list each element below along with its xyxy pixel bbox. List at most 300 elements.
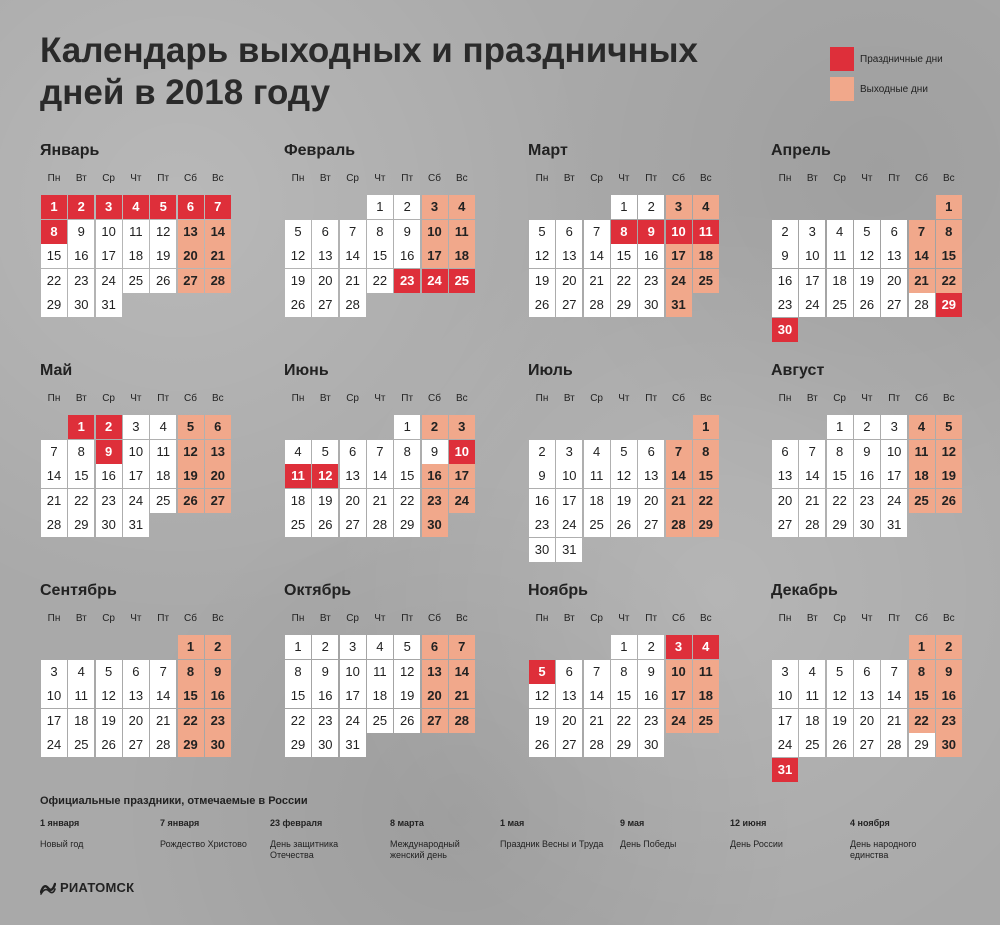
- day-cell: 31: [881, 513, 907, 537]
- holiday-date: 23 февраля: [270, 818, 323, 828]
- legend-item-weekend: [830, 77, 943, 101]
- day-cell: 19: [529, 709, 555, 733]
- weekday-label: Пт: [157, 173, 170, 184]
- day-cell-holiday: 1: [41, 195, 67, 219]
- day-cell-holiday: 9: [96, 440, 122, 464]
- day-cell: 26: [529, 733, 555, 757]
- weekday-label: Пн: [47, 173, 61, 184]
- day-cell-weekend: 29: [178, 733, 204, 757]
- day-cell-weekend: 6: [205, 415, 231, 439]
- day-cell: 21: [150, 709, 176, 733]
- day-cell-weekend: 25: [693, 709, 719, 733]
- day-cell: 5: [854, 220, 880, 244]
- day-cell: 25: [367, 709, 393, 733]
- day-cell: 12: [529, 684, 555, 708]
- day-cell: 31: [556, 538, 582, 562]
- month-name: Апрель: [771, 142, 831, 159]
- day-cell: 29: [611, 293, 637, 317]
- day-cell: 22: [41, 269, 67, 293]
- day-cell: 14: [881, 684, 907, 708]
- day-cell: 25: [827, 293, 853, 317]
- day-cell-weekend: 4: [693, 195, 719, 219]
- day-cell-weekend: 7: [909, 220, 935, 244]
- day-cell: 16: [68, 244, 94, 268]
- day-cell: 1: [367, 195, 393, 219]
- day-cell: 20: [340, 489, 366, 513]
- day-cell-weekend: 20: [205, 464, 231, 488]
- weekday-label: Ср: [833, 393, 846, 404]
- month-name: Май: [40, 362, 73, 379]
- day-cell: 22: [394, 489, 420, 513]
- weekday-label: Вт: [75, 613, 87, 624]
- day-cell: 10: [123, 440, 149, 464]
- day-cell: 22: [68, 489, 94, 513]
- weekday-label: Вс: [699, 173, 712, 184]
- weekday-label: Сб: [672, 173, 685, 184]
- day-cell-weekend: 6: [422, 635, 448, 659]
- weekday-label: Пн: [47, 393, 61, 404]
- day-cell: 1: [394, 415, 420, 439]
- weekday-label: Чт: [618, 613, 630, 624]
- weekday-label: Пн: [291, 613, 305, 624]
- day-cell: 28: [881, 733, 907, 757]
- official-holidays-title: Официальные праздники, отмечаемые в России: [40, 795, 308, 807]
- day-cell-weekend: 24: [666, 269, 692, 293]
- official-holiday: [160, 818, 265, 850]
- day-cell: 14: [150, 684, 176, 708]
- weekday-label: Пт: [645, 613, 658, 624]
- day-cell: 3: [556, 440, 582, 464]
- day-cell: 22: [611, 269, 637, 293]
- day-cell-weekend: 17: [449, 464, 475, 488]
- weekday-label: Пт: [401, 613, 414, 624]
- weekday-label: Ср: [590, 173, 603, 184]
- weekday-header: [40, 393, 240, 407]
- day-cell-weekend: 12: [936, 440, 962, 464]
- holiday-date: 12 июня: [730, 818, 767, 828]
- day-cell: 15: [827, 464, 853, 488]
- day-cell: 8: [367, 220, 393, 244]
- day-cell: 19: [312, 489, 338, 513]
- holiday-name: День народного единства: [850, 839, 917, 860]
- weekday-label: Вт: [75, 173, 87, 184]
- day-cell-weekend: 15: [936, 244, 962, 268]
- day-cell: 23: [854, 489, 880, 513]
- weekday-label: Вс: [455, 173, 468, 184]
- weekday-label: Пн: [778, 613, 792, 624]
- day-cell: 5: [312, 440, 338, 464]
- day-cell: 3: [881, 415, 907, 439]
- day-cell-weekend: 10: [422, 220, 448, 244]
- holiday-date: 8 марта: [390, 818, 424, 828]
- days-grid: [40, 635, 240, 795]
- day-cell-holiday: 10: [449, 440, 475, 464]
- day-cell-holiday: 8: [41, 220, 67, 244]
- day-cell: 27: [556, 293, 582, 317]
- day-cell: 12: [611, 464, 637, 488]
- days-grid: [284, 415, 484, 575]
- weekday-label: Ср: [102, 393, 115, 404]
- day-cell: 30: [854, 513, 880, 537]
- weekday-label: Сб: [428, 613, 441, 624]
- day-cell: 22: [611, 709, 637, 733]
- day-cell: 12: [96, 684, 122, 708]
- holiday-date: 7 января: [160, 818, 200, 828]
- weekday-label: Сб: [428, 393, 441, 404]
- day-cell-weekend: 1: [178, 635, 204, 659]
- day-cell-weekend: 26: [936, 489, 962, 513]
- day-cell: 6: [772, 440, 798, 464]
- weekday-label: Чт: [374, 613, 386, 624]
- day-cell-holiday: 4: [123, 195, 149, 219]
- weekday-label: Чт: [130, 173, 142, 184]
- day-cell: 27: [772, 513, 798, 537]
- day-cell: 28: [41, 513, 67, 537]
- day-cell: 11: [68, 684, 94, 708]
- day-cell-weekend: 22: [178, 709, 204, 733]
- day-cell: 1: [611, 195, 637, 219]
- days-grid: [284, 195, 484, 355]
- day-cell: 22: [367, 269, 393, 293]
- holiday-name: День России: [730, 839, 783, 849]
- day-cell: 9: [638, 660, 664, 684]
- day-cell-weekend: 7: [449, 635, 475, 659]
- weekday-label: Чт: [130, 613, 142, 624]
- day-cell-holiday: 12: [312, 464, 338, 488]
- day-cell-weekend: 13: [205, 440, 231, 464]
- day-cell: 12: [394, 660, 420, 684]
- weekday-label: Пн: [535, 613, 549, 624]
- day-cell-weekend: 4: [449, 195, 475, 219]
- weekday-label: Пт: [401, 393, 414, 404]
- weekday-label: Чт: [130, 393, 142, 404]
- days-grid: [771, 415, 971, 575]
- weekday-label: Чт: [861, 613, 873, 624]
- holiday-date: 1 мая: [500, 818, 525, 828]
- holiday-name: Новый год: [40, 839, 84, 849]
- day-cell: 2: [638, 635, 664, 659]
- day-cell: 10: [799, 244, 825, 268]
- weekday-label: Ср: [833, 613, 846, 624]
- official-holiday: [390, 818, 495, 861]
- official-holiday: [270, 818, 375, 861]
- day-cell-weekend: 11: [449, 220, 475, 244]
- day-cell: 21: [367, 489, 393, 513]
- day-cell: 14: [367, 464, 393, 488]
- weekday-label: Пт: [157, 613, 170, 624]
- day-cell: 1: [611, 635, 637, 659]
- legend-holiday-label: Праздничные дни: [860, 53, 943, 65]
- day-cell: 19: [96, 709, 122, 733]
- month-name: Март: [528, 142, 568, 159]
- day-cell-weekend: 28: [449, 709, 475, 733]
- day-cell: 19: [827, 709, 853, 733]
- day-cell: 29: [394, 513, 420, 537]
- month-name: Октябрь: [284, 582, 352, 599]
- official-holiday: [620, 818, 725, 850]
- day-cell-weekend: 23: [936, 709, 962, 733]
- day-cell: 13: [340, 464, 366, 488]
- day-cell: 15: [611, 244, 637, 268]
- weekend-swatch: [830, 77, 854, 101]
- day-cell: 29: [68, 513, 94, 537]
- day-cell: 2: [638, 195, 664, 219]
- day-cell: 28: [150, 733, 176, 757]
- days-grid: [528, 635, 728, 795]
- weekday-header: [40, 613, 240, 627]
- day-cell: 24: [123, 489, 149, 513]
- day-cell: 29: [41, 293, 67, 317]
- day-cell-weekend: 29: [693, 513, 719, 537]
- weekday-label: Ср: [590, 393, 603, 404]
- day-cell: 13: [881, 244, 907, 268]
- day-cell: 17: [96, 244, 122, 268]
- day-cell-weekend: 22: [936, 269, 962, 293]
- day-cell-weekend: 20: [178, 244, 204, 268]
- day-cell: 17: [772, 709, 798, 733]
- day-cell: 15: [367, 244, 393, 268]
- day-cell: 23: [772, 293, 798, 317]
- day-cell-holiday: 6: [178, 195, 204, 219]
- day-cell-weekend: 3: [666, 195, 692, 219]
- day-cell-weekend: 8: [693, 440, 719, 464]
- day-cell-weekend: 15: [693, 464, 719, 488]
- day-cell: 23: [638, 709, 664, 733]
- day-cell: 17: [799, 269, 825, 293]
- day-cell: 28: [909, 293, 935, 317]
- day-cell: 11: [584, 464, 610, 488]
- month-name: Июль: [528, 362, 573, 379]
- weekday-label: Вт: [319, 613, 331, 624]
- day-cell-holiday: 2: [96, 415, 122, 439]
- weekday-label: Сб: [184, 173, 197, 184]
- holiday-name: Праздник Весны и Труда: [500, 839, 604, 849]
- day-cell-weekend: 28: [666, 513, 692, 537]
- weekday-label: Сб: [428, 173, 441, 184]
- weekday-label: Пт: [157, 393, 170, 404]
- weekday-label: Ср: [590, 613, 603, 624]
- day-cell: 9: [394, 220, 420, 244]
- day-cell: 8: [285, 660, 311, 684]
- day-cell-weekend: 14: [909, 244, 935, 268]
- day-cell: 9: [772, 244, 798, 268]
- weekday-label: Сб: [184, 393, 197, 404]
- day-cell: 3: [340, 635, 366, 659]
- day-cell-weekend: 18: [449, 244, 475, 268]
- weekday-label: Ср: [346, 393, 359, 404]
- weekday-label: Пт: [645, 393, 658, 404]
- day-cell: 9: [68, 220, 94, 244]
- day-cell-weekend: 17: [666, 244, 692, 268]
- day-cell: 9: [312, 660, 338, 684]
- day-cell: 11: [367, 660, 393, 684]
- official-holiday: [850, 818, 955, 861]
- day-cell-weekend: 23: [422, 489, 448, 513]
- day-cell: 6: [556, 660, 582, 684]
- day-cell-weekend: 2: [936, 635, 962, 659]
- day-cell: 26: [827, 733, 853, 757]
- day-cell: 23: [96, 489, 122, 513]
- day-cell: 28: [799, 513, 825, 537]
- day-cell: 7: [584, 660, 610, 684]
- day-cell: 13: [556, 244, 582, 268]
- day-cell: 2: [772, 220, 798, 244]
- day-cell: 24: [556, 513, 582, 537]
- day-cell: 20: [881, 269, 907, 293]
- day-cell: 19: [529, 269, 555, 293]
- day-cell-weekend: 14: [449, 660, 475, 684]
- day-cell: 2: [854, 415, 880, 439]
- day-cell-weekend: 9: [205, 660, 231, 684]
- day-cell: 12: [854, 244, 880, 268]
- day-cell-holiday: 9: [638, 220, 664, 244]
- day-cell-holiday: 11: [285, 464, 311, 488]
- day-cell: 29: [909, 733, 935, 757]
- day-cell: 15: [41, 244, 67, 268]
- day-cell: 21: [584, 709, 610, 733]
- day-cell-weekend: 24: [449, 489, 475, 513]
- official-holiday: [500, 818, 605, 850]
- day-cell: 13: [638, 464, 664, 488]
- weekday-label: Пн: [778, 393, 792, 404]
- brand: [40, 880, 134, 895]
- day-cell: 23: [529, 513, 555, 537]
- day-cell: 13: [854, 684, 880, 708]
- day-cell-weekend: 27: [178, 269, 204, 293]
- day-cell: 26: [394, 709, 420, 733]
- weekday-label: Пн: [535, 393, 549, 404]
- weekday-header: [40, 173, 240, 187]
- weekday-label: Сб: [672, 613, 685, 624]
- day-cell: 21: [881, 709, 907, 733]
- weekday-label: Сб: [184, 613, 197, 624]
- days-grid: [771, 195, 971, 355]
- day-cell: 5: [285, 220, 311, 244]
- day-cell: 29: [611, 733, 637, 757]
- day-cell: 12: [150, 220, 176, 244]
- day-cell-weekend: 16: [422, 464, 448, 488]
- day-cell-weekend: 11: [909, 440, 935, 464]
- day-cell-holiday: 4: [693, 635, 719, 659]
- weekday-header: [528, 393, 728, 407]
- holiday-name: Международный женский день: [390, 839, 460, 860]
- day-cell: 3: [799, 220, 825, 244]
- day-cell: 27: [556, 733, 582, 757]
- day-cell-holiday: 11: [693, 220, 719, 244]
- day-cell: 11: [827, 244, 853, 268]
- month-name: Январь: [40, 142, 100, 159]
- day-cell: 20: [556, 709, 582, 733]
- weekday-label: Пн: [535, 173, 549, 184]
- day-cell: 23: [68, 269, 94, 293]
- official-holiday: [730, 818, 835, 850]
- day-cell: 27: [123, 733, 149, 757]
- official-holiday: [40, 818, 145, 850]
- weekday-header: [528, 613, 728, 627]
- day-cell-weekend: 10: [666, 660, 692, 684]
- day-cell-weekend: 27: [205, 489, 231, 513]
- month-name: Июнь: [284, 362, 329, 379]
- day-cell: 16: [96, 464, 122, 488]
- day-cell: 24: [881, 489, 907, 513]
- day-cell-holiday: 29: [936, 293, 962, 317]
- day-cell: 27: [854, 733, 880, 757]
- day-cell: 15: [68, 464, 94, 488]
- weekday-label: Сб: [915, 173, 928, 184]
- month-name: Ноябрь: [528, 582, 588, 599]
- day-cell-weekend: 12: [178, 440, 204, 464]
- day-cell-weekend: 15: [178, 684, 204, 708]
- day-cell: 25: [285, 513, 311, 537]
- holiday-date: 4 ноября: [850, 818, 890, 828]
- brand-name: РИАТОМСК: [60, 880, 135, 895]
- day-cell-weekend: 2: [422, 415, 448, 439]
- month-name: Декабрь: [771, 582, 838, 599]
- weekday-label: Вт: [75, 393, 87, 404]
- page-title: Календарь выходных и праздничных дней в 2018 году: [40, 31, 699, 112]
- day-cell-weekend: 2: [205, 635, 231, 659]
- weekday-label: Вт: [806, 173, 818, 184]
- day-cell: 4: [285, 440, 311, 464]
- day-cell-weekend: 19: [178, 464, 204, 488]
- weekday-label: Вс: [211, 393, 224, 404]
- day-cell: 22: [827, 489, 853, 513]
- day-cell: 26: [611, 513, 637, 537]
- day-cell: 5: [96, 660, 122, 684]
- days-grid: [528, 415, 728, 575]
- day-cell: 26: [529, 293, 555, 317]
- day-cell-weekend: 18: [909, 464, 935, 488]
- weekday-label: Ср: [346, 613, 359, 624]
- weekday-label: Сб: [915, 393, 928, 404]
- day-cell: 4: [584, 440, 610, 464]
- day-cell: 26: [312, 513, 338, 537]
- weekday-label: Пт: [888, 613, 901, 624]
- day-cell: 6: [312, 220, 338, 244]
- day-cell-weekend: 13: [422, 660, 448, 684]
- day-cell-holiday: 7: [205, 195, 231, 219]
- day-cell: 30: [529, 538, 555, 562]
- day-cell-weekend: 15: [909, 684, 935, 708]
- day-cell: 17: [881, 464, 907, 488]
- day-cell: 21: [340, 269, 366, 293]
- day-cell: 1: [827, 415, 853, 439]
- legend-item-holiday: [830, 47, 943, 71]
- day-cell-weekend: 30: [422, 513, 448, 537]
- day-cell: 11: [799, 684, 825, 708]
- day-cell: 30: [96, 513, 122, 537]
- day-cell: 30: [312, 733, 338, 757]
- day-cell-weekend: 8: [909, 660, 935, 684]
- day-cell: 2: [529, 440, 555, 464]
- day-cell-weekend: 8: [178, 660, 204, 684]
- day-cell: 26: [854, 293, 880, 317]
- day-cell: 13: [312, 244, 338, 268]
- day-cell-holiday: 10: [666, 220, 692, 244]
- day-cell: 18: [150, 464, 176, 488]
- day-cell: 4: [367, 635, 393, 659]
- weekday-label: Ср: [102, 613, 115, 624]
- day-cell-weekend: 18: [693, 684, 719, 708]
- day-cell: 23: [312, 709, 338, 733]
- weekday-label: Вс: [942, 613, 955, 624]
- day-cell: 27: [312, 293, 338, 317]
- weekday-label: Пт: [401, 173, 414, 184]
- day-cell: 7: [799, 440, 825, 464]
- day-cell-holiday: 8: [611, 220, 637, 244]
- day-cell-weekend: 24: [666, 709, 692, 733]
- day-cell: 24: [772, 733, 798, 757]
